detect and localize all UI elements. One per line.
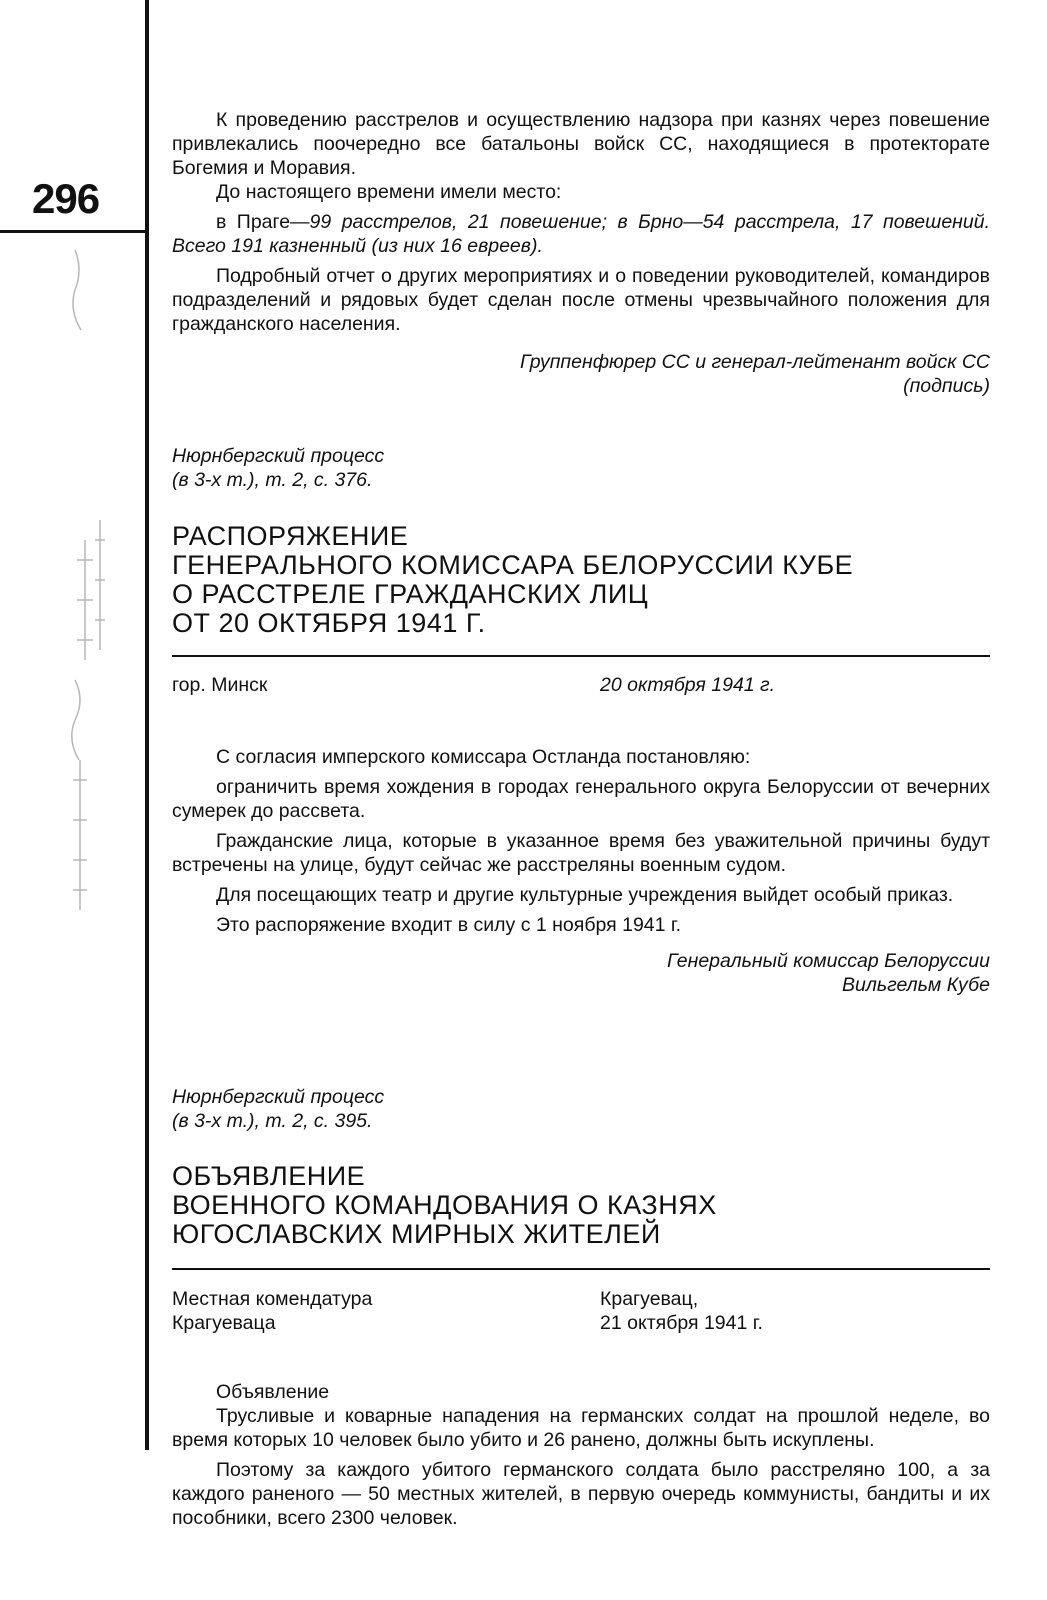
section-divider <box>172 655 990 657</box>
source-line: Нюрнбергский процесс <box>172 445 385 467</box>
paragraph: С согласия имперского комиссара Остланда постановляю: <box>216 746 751 768</box>
paragraph: Гражданские лица, которые в указанное время без уважительной причины будут встречены на улице, будут сейчас же расстреляны военным судом. <box>172 830 990 876</box>
section-3-title <box>172 1162 990 1249</box>
library-stamp-mark <box>55 240 115 920</box>
date: 20 октября 1941 г. <box>600 674 776 696</box>
title-line: ГЕНЕРАЛЬНОГО КОМИССАРА БЕЛОРУССИИ КУБЕ <box>172 550 854 580</box>
title-line: ОБЪЯВЛЕНИЕ <box>172 1161 366 1191</box>
section-2-text <box>172 745 990 997</box>
title-line: ОТ 20 ОКТЯБРЯ 1941 Г. <box>172 608 486 638</box>
source-line: Нюрнбергский процесс <box>172 1086 385 1108</box>
page-number: 296 <box>32 175 100 222</box>
signature-line: Группенфюрер СС и генерал-лейтенант войск СС <box>520 351 990 373</box>
date: 21 октября 1941 г. <box>600 1312 763 1334</box>
paragraph: Это распоряжение входит в силу с 1 ноября 1941 г. <box>216 914 682 936</box>
paragraph: Трусливые и коварные нападения на германских солдат на прошлой неделе, во время которых 10 человек было убито и 26 ранено, должны быть искуплены. <box>172 1405 990 1451</box>
section-divider <box>172 1268 990 1270</box>
place: Крагуевац, <box>600 1288 699 1310</box>
section-2-title <box>172 522 990 638</box>
title-line: ВОЕННОГО КОМАНДОВАНИЯ О КАЗНЯХ <box>172 1190 717 1220</box>
place: гор. Минск <box>172 674 268 696</box>
title-line: О РАССТРЕЛЕ ГРАЖДАНСКИХ ЛИЦ <box>172 579 649 609</box>
title-line: РАСПОРЯЖЕНИЕ <box>172 521 409 551</box>
paragraph: К проведению расстрелов и осуществлению надзора при казнях через повешение привлекались поочередно все батальоны войск СС, находящиеся в протекторате Богемия и Моравия. <box>172 109 990 179</box>
text-run-italic: 99 расстрелов, 21 повешение; в Брно—54 расстрела, 17 повешений. Всего 191 казненный (из них 16 евреев). <box>172 211 990 257</box>
section-3-text <box>172 1380 990 1530</box>
title-line: ЮГОСЛАВСКИХ МИРНЫХ ЖИТЕЛЕЙ <box>172 1219 661 1249</box>
signature-line: (подпись) <box>903 375 990 397</box>
announcement-heading: Объявление <box>216 1381 330 1403</box>
paragraph: Для посещающих театр и другие культурные учреждения выйдет особый приказ. <box>216 884 954 906</box>
source-reference-1 <box>172 444 990 492</box>
signature-line: Генеральный комиссар Белоруссии <box>667 950 990 972</box>
margin-vertical-rule <box>145 0 149 1450</box>
commandant-city: Крагуеваца <box>172 1312 276 1334</box>
signature-line: Вильгельм Кубе <box>841 974 990 996</box>
paragraph: Подробный отчет о других мероприятиях и о поведении руководителей, командиров подразделений и рядовых будет сделан после отмены чрезвычайного положения для гражданского населения. <box>172 265 990 335</box>
paragraph: Поэтому за каждого убитого германского солдата было расстреляно 100, а за каждого раненого — 50 местных жителей, в первую очередь коммунисты, бандиты и их пособники, всего 2300 человек. <box>172 1459 990 1529</box>
page-number-rule <box>0 230 145 233</box>
source-reference-2 <box>172 1085 990 1133</box>
place-date-row <box>172 1287 990 1335</box>
text-run: в Праге— <box>216 211 310 233</box>
source-line: (в 3-х т.), т. 2, с. 395. <box>172 1110 373 1132</box>
place-date-row <box>172 673 990 697</box>
source-line: (в 3-х т.), т. 2, с. 376. <box>172 469 373 491</box>
paragraph <box>172 210 990 258</box>
commandant-office: Местная комендатура <box>172 1288 373 1310</box>
section-1-text <box>172 108 990 398</box>
paragraph: ограничить время хождения в городах генерального округа Белоруссии от вечерних сумерек до рассвета. <box>172 776 990 822</box>
paragraph: До настоящего времени имели место: <box>216 181 562 203</box>
